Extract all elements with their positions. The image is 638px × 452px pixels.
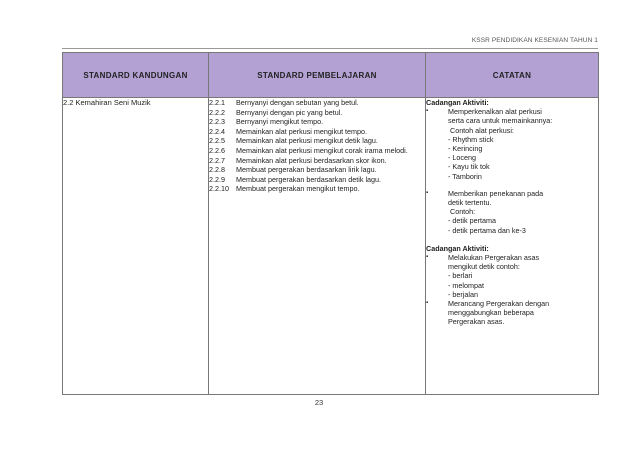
- example-label: Contoh alat perkusi:: [450, 125, 514, 135]
- page-number: 23: [314, 398, 324, 407]
- standard-text: Membuat pergerakan berdasarkan detik lagu.: [236, 174, 382, 184]
- standard-text: Memainkan alat perkusi mengikut tempo.: [236, 126, 368, 136]
- standard-text: Membuat pergerakan berdasarkan lirik lagu.: [236, 165, 377, 175]
- standard-code: 2.2.10: [209, 184, 229, 194]
- table-header-row: [63, 53, 599, 98]
- standard-text: Bernyanyi dengan sebutan yang betul.: [236, 98, 359, 107]
- standard-code: 2.2.2: [209, 107, 225, 117]
- square-bullet-icon: ▪: [426, 189, 429, 196]
- learning-standard-item: [209, 184, 425, 194]
- table-row: [63, 98, 599, 395]
- activity-heading: Cadangan Aktiviti:: [426, 243, 489, 253]
- standard-text: Memainkan alat perkusi berdasarkan skor ikon.: [236, 155, 387, 165]
- square-bullet-icon: ▪: [426, 254, 429, 261]
- standard-kandungan-cell: [63, 98, 209, 395]
- detik-item: - detik pertama: [448, 216, 496, 226]
- spacer: [426, 181, 598, 189]
- standard-pembelajaran-cell: [209, 98, 426, 395]
- square-bullet-icon: ▪: [426, 300, 429, 307]
- column-header-standard-pembelajaran: STANDARD PEMBELAJARAN: [209, 53, 426, 98]
- standard-code: 2.2.6: [209, 145, 225, 155]
- bullet-line: mengikut detik contoh:: [448, 262, 520, 272]
- standard-kandungan-text: 2.2 Kemahiran Seni Muzik: [63, 98, 151, 107]
- bullet-line: menggabungkan beberapa: [448, 308, 534, 318]
- bullet-line: Memperkenalkan alat perkusi: [448, 107, 542, 117]
- standard-text: Memainkan alat perkusi mengikut detik lagu.: [236, 136, 378, 146]
- bullet-item: [426, 189, 598, 207]
- standard-text: Bernyanyi mengikut tempo.: [236, 117, 324, 127]
- learning-standard-item: [209, 146, 425, 156]
- header-rule: [62, 48, 598, 49]
- curriculum-table: [62, 52, 599, 395]
- learning-standard-item: [209, 175, 425, 185]
- standard-code: 2.2.7: [209, 155, 225, 165]
- learning-standard-item: [209, 156, 425, 166]
- learning-standard-item: [209, 127, 425, 137]
- bullet-line: Melakukan Pergerakan asas: [448, 253, 540, 263]
- example-label: Contoh:: [450, 207, 476, 217]
- standard-code: 2.2.9: [209, 174, 225, 184]
- column-header-standard-kandungan: STANDARD KANDUNGAN: [63, 53, 209, 98]
- column-header-catatan: CATATAN: [426, 53, 599, 98]
- bullet-line: Memberikan penekanan pada: [448, 188, 544, 198]
- learning-standard-item: [209, 117, 425, 127]
- learning-standard-item: [209, 108, 425, 118]
- standard-text: Membuat pergerakan mengikut tempo.: [236, 184, 360, 194]
- activity-heading: Cadangan Aktiviti:: [426, 98, 489, 107]
- detik-item: - detik pertama dan ke-3: [448, 225, 526, 235]
- bullet-item: [426, 107, 598, 125]
- standard-code: 2.2.8: [209, 165, 225, 175]
- standard-code: 2.2.4: [209, 126, 225, 136]
- movement-item: - berlari: [448, 271, 473, 281]
- standard-code: 2.2.3: [209, 117, 225, 127]
- bullet-line: Merancang Pergerakan dengan: [448, 299, 550, 309]
- bullet-line: Pergerakan asas.: [448, 317, 505, 327]
- learning-standard-item: [209, 98, 425, 108]
- bullet-text: [448, 107, 598, 125]
- standard-code: 2.2.1: [209, 98, 225, 107]
- bullet-item: [426, 299, 598, 327]
- instrument-item: - Rhythm stick: [448, 134, 494, 144]
- bullet-text: [448, 189, 598, 207]
- standard-code: 2.2.5: [209, 136, 225, 146]
- running-header: KSSR PENDIDIKAN KESENIAN TAHUN 1: [471, 37, 598, 44]
- instrument-item: - Tamborin: [448, 171, 482, 181]
- instrument-item: - Kayu tik tok: [448, 162, 490, 172]
- bullet-text: [448, 299, 598, 327]
- instrument-item: - Kerincing: [448, 144, 483, 154]
- movement-item: - berjalan: [448, 289, 478, 299]
- learning-standard-item: [209, 165, 425, 175]
- spacer: [426, 235, 598, 244]
- bullet-line: detik tertentu.: [448, 198, 492, 208]
- standard-text: Bernyanyi dengan pic yang betul.: [236, 107, 343, 117]
- learning-standard-item: [209, 136, 425, 146]
- square-bullet-icon: ▪: [426, 108, 429, 115]
- catatan-cell: [426, 98, 599, 395]
- bullet-line: serta cara untuk memainkannya:: [448, 116, 553, 126]
- bullet-text: [448, 253, 598, 271]
- bullet-item: [426, 253, 598, 271]
- movement-item: - melompat: [448, 280, 484, 290]
- instrument-item: - Loceng: [448, 153, 476, 163]
- standard-text: Memainkan alat perkusi mengikut corak irama melodi.: [236, 145, 408, 155]
